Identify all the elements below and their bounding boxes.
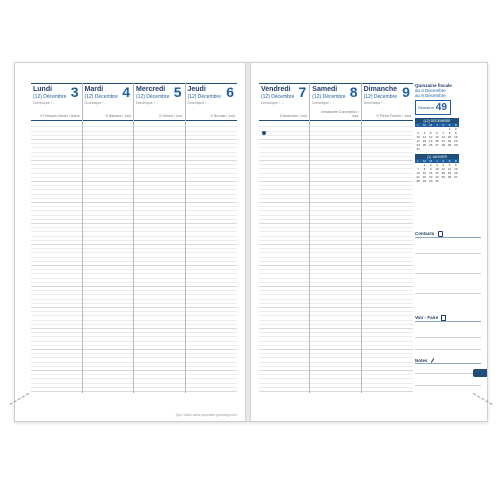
mini-calendar-grid: L M M J V S D 1 2 3 4 5 6 7 8 9 10 11 12 13 14 15 16 17 18 19 20 21 22 23 24 25 26 27 28 29 30 31: [416, 159, 458, 183]
right-page: [251, 63, 487, 421]
writing-lines[interactable]: [259, 123, 309, 393]
day-name: Jeudi: [187, 86, 206, 93]
day-column: [310, 83, 361, 393]
notes-section: [415, 358, 481, 364]
day-month: (12) Décembre: [136, 94, 170, 100]
day-number: 9: [402, 84, 410, 100]
voir-faire-section: [415, 315, 481, 322]
agenda-spread: [14, 62, 488, 422]
page-tab[interactable]: [473, 369, 487, 377]
day-note: Dominique / ...: [33, 101, 56, 105]
day-month: (12) Décembre: [33, 94, 67, 100]
day-header: [134, 83, 185, 121]
day-name: Mardi: [84, 86, 104, 93]
day-header: [83, 83, 134, 121]
mini-calendar-title: (12) DÉCEMBRE: [415, 118, 459, 123]
day-saint: S Pierre Fourier / Jour: [376, 114, 411, 118]
notes-line[interactable]: [415, 385, 481, 386]
day-column: [186, 83, 238, 393]
day-header: [186, 83, 238, 121]
mini-calendar-title: (1) JANVIER: [415, 154, 459, 159]
fiscal-from: du 3 Décembre: [415, 88, 446, 93]
contacts-line[interactable]: [415, 293, 481, 294]
day-name: Dimanche: [363, 86, 398, 93]
fiscal-to: au 9 Décembre: [415, 93, 446, 98]
day-column: [362, 83, 413, 393]
day-name: Lundi: [33, 86, 53, 93]
day-saint: S Nicolas / Jour: [210, 114, 235, 118]
writing-lines[interactable]: [31, 123, 82, 393]
mini-calendar-grid: L M M J V S D 1 2 3 4 5 6 7 8 9 10 11 12 13 14 15 16 17 18 19 20 21 22 23 24 25 26 27 28 29 30 31: [416, 123, 458, 151]
day-name: Samedi: [312, 86, 338, 93]
day-header: [31, 83, 82, 121]
day-month: (12) Décembre: [312, 94, 346, 100]
right-days: [259, 83, 413, 393]
day-note: Dominique / ...: [312, 101, 335, 105]
left-days: [31, 83, 237, 393]
day-number: 7: [298, 84, 307, 100]
day-column: [259, 83, 310, 393]
side-panel: [415, 83, 483, 393]
contacts-line[interactable]: [415, 253, 481, 254]
writing-lines[interactable]: [310, 123, 360, 393]
day-month: (12) Décembre: [363, 94, 397, 100]
day-note: Dominique / ...: [187, 101, 211, 105]
fiscal-title: Quinzaine fiscale: [415, 83, 452, 88]
day-number: 5: [173, 84, 182, 100]
notes-line[interactable]: [415, 373, 481, 374]
day-note: Dominique / ...: [136, 101, 159, 105]
day-saint: Immaculée Conception / Jour: [320, 110, 359, 118]
phone-icon: [438, 231, 443, 237]
day-month: (12) Décembre: [187, 94, 221, 100]
day-header: [310, 83, 360, 121]
day-note: Dominique / ...: [363, 101, 387, 105]
writing-lines[interactable]: [362, 123, 413, 393]
footer-note: Quo Vadis www.quovadis-planning.com: [175, 413, 237, 417]
contacts-section: [415, 231, 481, 238]
week-number: 49: [435, 102, 447, 113]
voir-faire-line[interactable]: [415, 337, 481, 338]
day-note: Dominique / ...: [261, 101, 284, 105]
week-label: Semaine: [418, 105, 434, 110]
stitch-decoration: [466, 393, 493, 417]
document-icon: [441, 315, 446, 321]
voir-faire-line[interactable]: [415, 349, 481, 350]
contacts-line[interactable]: [415, 273, 481, 274]
day-number: 3: [70, 84, 79, 100]
bullet-dot: [262, 131, 266, 135]
writing-lines[interactable]: [186, 123, 238, 393]
day-name: Mercredi: [136, 86, 166, 93]
day-number: 8: [349, 84, 358, 100]
week-box: [415, 100, 451, 115]
day-saint: S François-Xavier / Avent: [40, 114, 80, 118]
day-header: [259, 83, 309, 121]
day-note: Dominique / ...: [84, 101, 108, 105]
left-page: [15, 63, 246, 421]
day-number: 4: [122, 84, 130, 100]
day-saint: S Barbara / Jour: [105, 114, 131, 118]
day-number: 6: [226, 84, 234, 100]
day-month: (12) Décembre: [84, 94, 118, 100]
day-month: (12) Décembre: [261, 94, 295, 100]
writing-lines[interactable]: [83, 123, 134, 393]
notes-label: Notes: [415, 358, 428, 363]
day-column: [134, 83, 186, 393]
contacts-label: Contacts: [415, 231, 435, 237]
mini-calendar-december: [415, 118, 459, 151]
writing-lines[interactable]: [134, 123, 185, 393]
day-column: [83, 83, 135, 393]
pen-icon: [431, 358, 434, 363]
voir-faire-label: Voir - Faire: [415, 315, 439, 321]
day-column: [31, 83, 83, 393]
fiscal-fortnight: [415, 83, 483, 98]
day-header: [362, 83, 413, 121]
stitch-decoration: [10, 393, 37, 417]
day-saint: S Gérald / Jour: [158, 114, 183, 118]
day-name: Vendredi: [261, 86, 291, 93]
mini-calendar-january: [415, 154, 459, 183]
day-saint: S Ambroise / Jour: [279, 114, 308, 118]
